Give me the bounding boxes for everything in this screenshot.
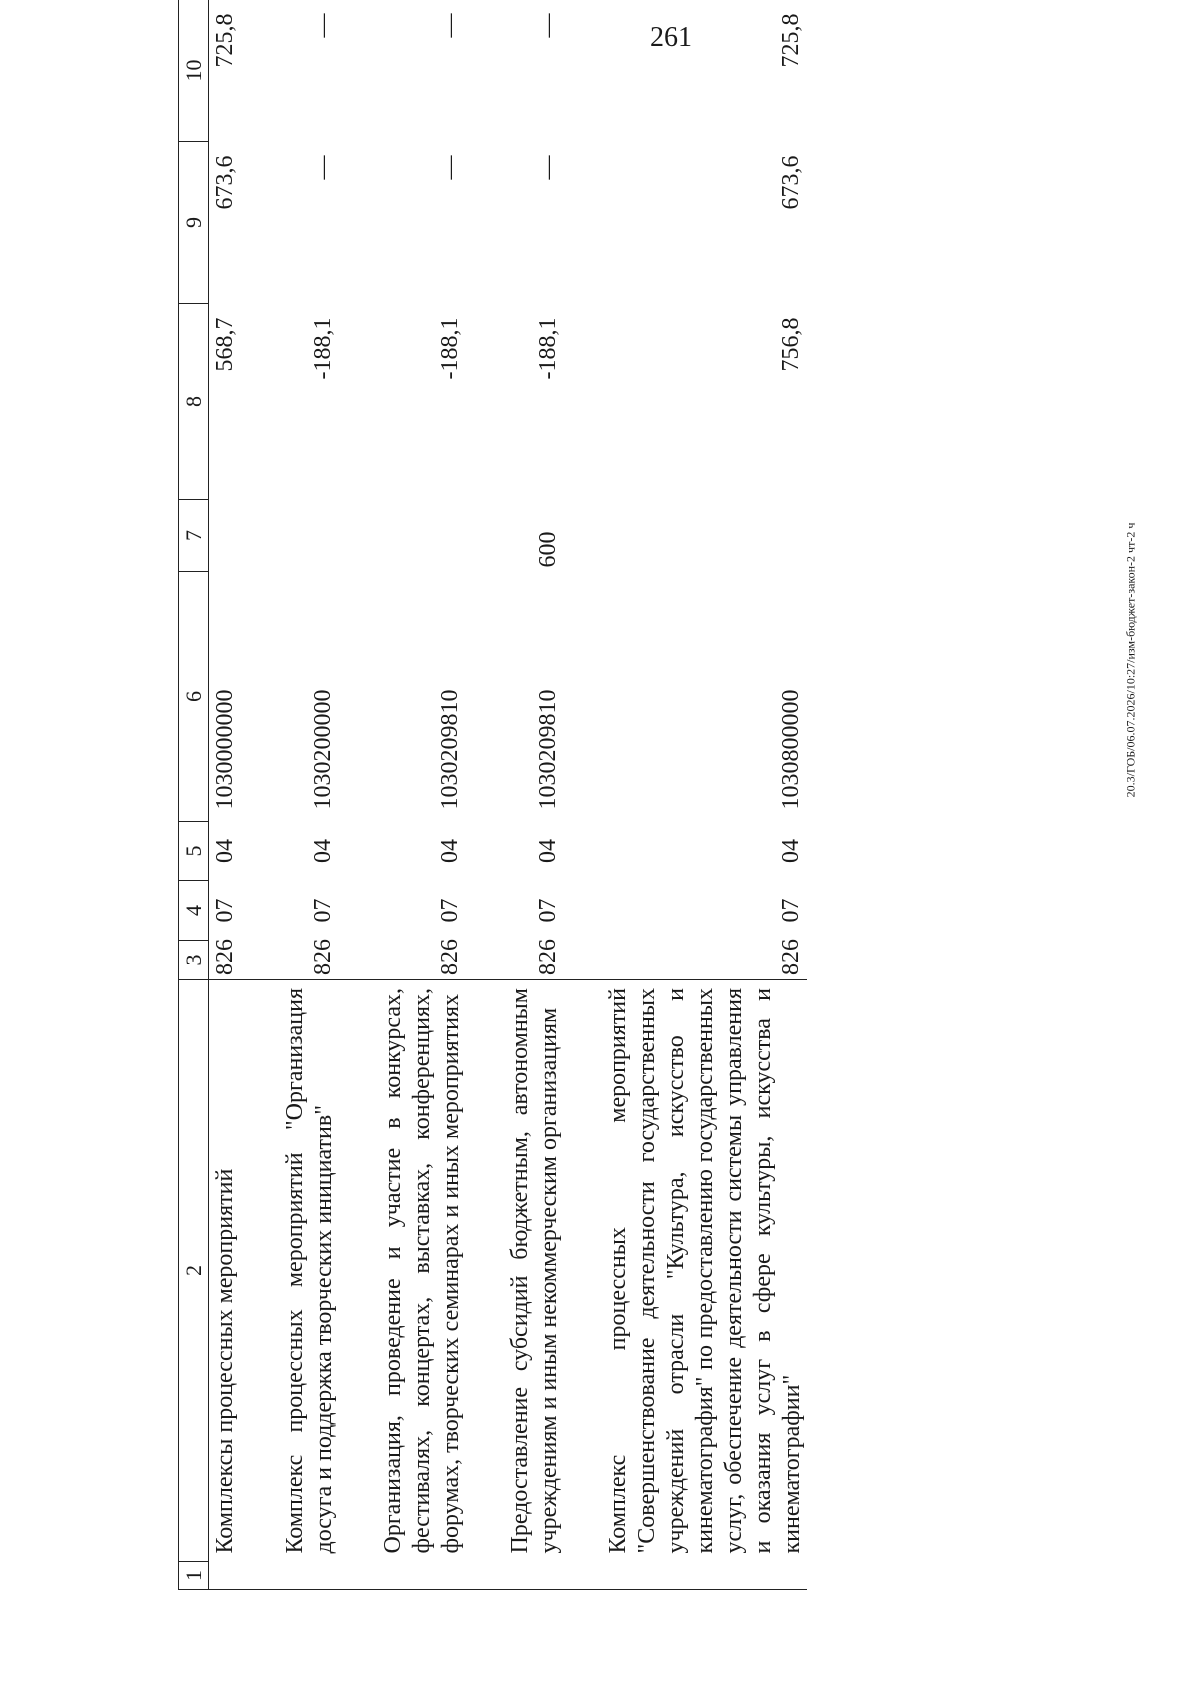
- header-col-4: 4: [179, 881, 209, 941]
- rotated-table-container: [178, 0, 1058, 1590]
- cell-amount-col9: —: [535, 155, 561, 180]
- table-row: [377, 0, 466, 1590]
- row-description: Предоставление субсидий бюджетным, автономным учреждениям и иным некоммерческим организациям: [504, 980, 564, 1562]
- table-row: [209, 0, 242, 1590]
- cell-target-code: 1030200000: [310, 689, 336, 810]
- header-col-1: 1: [179, 1562, 209, 1590]
- cell-expense-type: [209, 500, 242, 572]
- header-col-6: 6: [179, 572, 209, 822]
- cell-amount-col8: -188,1: [437, 317, 463, 380]
- header-col-2: 2: [179, 980, 209, 1562]
- cell-subsection: 04: [212, 839, 238, 863]
- cell-section: 07: [778, 898, 804, 923]
- cell-section: 07: [437, 898, 463, 923]
- cell-amount-col8: 568,7: [212, 317, 238, 372]
- table-row: [504, 0, 564, 1590]
- cell-amount-col10: —: [437, 13, 463, 38]
- header-col-5: 5: [179, 822, 209, 881]
- cell-subsection: 04: [778, 839, 804, 863]
- cell-amount-col9: 673,6: [778, 155, 804, 210]
- cell-expense-type: 600: [535, 531, 561, 568]
- cell-amount-col9: —: [310, 155, 336, 180]
- table-row: [602, 0, 807, 1590]
- cell-subsection: 04: [310, 839, 336, 863]
- cell-target-code: 1030000000: [212, 689, 238, 810]
- cell-target-code: 1030209810: [535, 689, 561, 810]
- cell-target-code: 1030800000: [778, 689, 804, 810]
- cell-ministry: 826: [778, 939, 804, 975]
- header-row: [179, 0, 209, 1590]
- row-description: Комплекс процессных мероприятий "Организация досуга и поддержка творческих инициатив": [279, 980, 339, 1562]
- cell-section: 07: [212, 898, 238, 923]
- cell-amount-col10: —: [535, 13, 561, 38]
- cell-amount-col10: —: [310, 13, 336, 38]
- footer-code: 20.3/ГОБ/06.07.2026/10:27/изм-бюджет-закон-2 чт-2 ч: [1123, 522, 1138, 798]
- cell-section: 07: [535, 898, 561, 923]
- cell-amount-col9: 673,6: [212, 155, 238, 210]
- cell-amount-col10: 725,8: [212, 13, 238, 68]
- header-col-8: 8: [179, 304, 209, 500]
- cell-section: 07: [310, 898, 336, 923]
- cell-expense-type: [279, 500, 339, 572]
- page-number: 261: [650, 22, 692, 53]
- cell-amount-col8: -188,1: [310, 317, 336, 380]
- cell-amount-col8: 756,8: [778, 317, 804, 372]
- row-description: Комплексы процессных мероприятий: [209, 980, 242, 1562]
- cell-ministry: 826: [437, 939, 463, 975]
- header-col-7: 7: [179, 500, 209, 572]
- header-col-9: 9: [179, 142, 209, 304]
- cell-ministry: 826: [535, 939, 561, 975]
- cell-amount-col10: 725,8: [778, 13, 804, 68]
- cell-ministry: 826: [310, 939, 336, 975]
- header-col-3: 3: [179, 941, 209, 980]
- row-description: Организация, проведение и участие в конкурсах, фестивалях, концертах, выставках, конференциях, форумах, творческих семинарах и иных мероприятиях: [377, 980, 466, 1562]
- cell-target-code: 1030209810: [437, 689, 463, 810]
- row-description: Комплекс процессных мероприятий "Совершенствование деятельности государственных учреждений отрасли "Культура, искусство и кинематография" по предоставлению государственных услуг, обеспечение деятельности системы управления и оказания услуг в сфере культуры, искусства и кинематографии": [602, 980, 807, 1562]
- cell-subsection: 04: [437, 839, 463, 863]
- cell-ministry: 826: [212, 939, 238, 975]
- budget-table: [178, 0, 807, 1590]
- cell-amount-col8: -188,1: [535, 317, 561, 380]
- cell-amount-col9: —: [437, 155, 463, 180]
- cell-expense-type: [602, 500, 807, 572]
- cell-subsection: 04: [535, 839, 561, 863]
- cell-expense-type: [377, 500, 466, 572]
- table-row: [279, 0, 339, 1590]
- header-col-10: 10: [179, 0, 209, 142]
